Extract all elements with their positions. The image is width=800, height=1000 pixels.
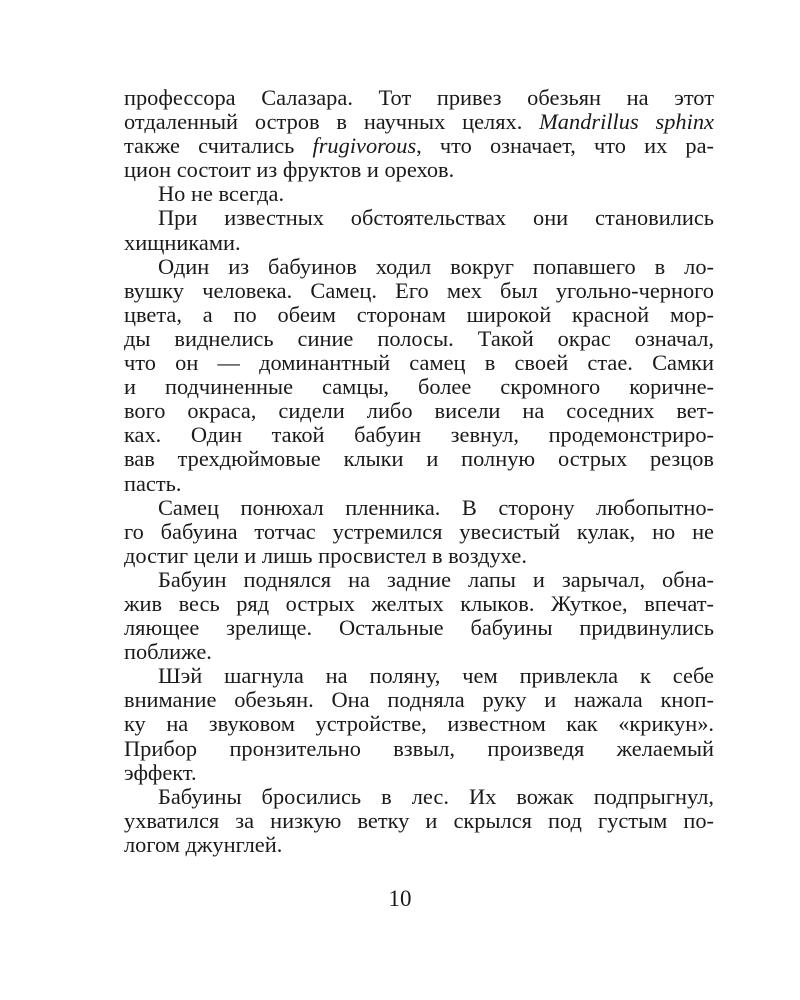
text-line bbox=[124, 472, 714, 496]
text-line bbox=[124, 447, 714, 471]
text-line-main: поближе. bbox=[124, 639, 212, 665]
text-line-main: ухватился за низкую ветку и скрылся под густым по- bbox=[124, 807, 714, 833]
text-line bbox=[124, 809, 714, 833]
text-line-main: При известных обстоятельствах они становились bbox=[158, 205, 714, 231]
text-line bbox=[124, 423, 714, 447]
text-line bbox=[124, 375, 714, 399]
text-line-main: Шэй шагнула на поляну, чем привлекла к себе bbox=[158, 663, 714, 689]
text-line-main: Но не всегда. bbox=[158, 181, 285, 207]
text-line bbox=[124, 640, 714, 664]
text-line bbox=[124, 616, 714, 640]
text-line-main: ку на звуковом устройстве, известном как «крикун». bbox=[124, 711, 714, 737]
text-line-main: хищниками. bbox=[124, 229, 241, 255]
text-line-main: жив весь ряд острых желтых клыков. Жуткое, впечат- bbox=[124, 590, 714, 616]
text-line bbox=[124, 158, 714, 182]
text-line-main: профессора Салазара. Тот привез обезьян на этот bbox=[124, 85, 714, 110]
text-line-main: эффект. bbox=[124, 759, 197, 785]
text-line-tail: , что означает, что их ра- bbox=[416, 133, 714, 159]
page-number: 10 bbox=[388, 886, 412, 911]
text-line-main: отдаленный остров в научных целях. bbox=[124, 109, 540, 135]
text-line-main: цвета, а по обеим сторонам широкой красной мор- bbox=[124, 301, 714, 327]
text-line-main: ляющее зрелище. Остальные бабуины придвинулись bbox=[124, 615, 714, 641]
text-line-main: ды виднелись синие полосы. Такой окрас означал, bbox=[124, 325, 714, 351]
text-line bbox=[124, 712, 714, 736]
text-line bbox=[124, 688, 714, 712]
text-line bbox=[124, 351, 714, 375]
italic-term: Mandrillus sphinx bbox=[539, 109, 714, 135]
text-line-main: логом джунглей. bbox=[124, 831, 283, 857]
text-line bbox=[124, 737, 714, 761]
text-line-main: внимание обезьян. Она подняла руку и нажала кноп- bbox=[124, 687, 714, 713]
text-line-main: что он — доминантный самец в своей стае. Самки bbox=[124, 350, 714, 376]
text-line bbox=[124, 833, 714, 857]
text-line bbox=[124, 761, 714, 785]
text-line-main: вого окраса, сидели либо висели на соседних вет- bbox=[124, 398, 714, 424]
text-line bbox=[124, 110, 714, 134]
italic-term: frugivorous bbox=[312, 133, 417, 159]
text-line bbox=[124, 592, 714, 616]
text-line-main: вав трехдюймовые клыки и полную острых резцов bbox=[124, 446, 714, 472]
text-line bbox=[124, 86, 714, 110]
text-line bbox=[124, 520, 714, 544]
text-line bbox=[124, 206, 714, 230]
text-line bbox=[124, 496, 714, 520]
text-line-main: Бабуины бросились в лес. Их вожак подпрыгнул, bbox=[158, 783, 714, 809]
text-line bbox=[124, 785, 714, 809]
text-line bbox=[124, 255, 714, 279]
text-line bbox=[124, 231, 714, 255]
text-line-main: вушку человека. Самец. Его мех был угольно-черного bbox=[124, 277, 714, 303]
text-line-main: Один из бабуинов ходил вокруг попавшего в ло- bbox=[158, 253, 714, 279]
text-line-main: также считались bbox=[124, 133, 313, 159]
text-line bbox=[124, 182, 714, 206]
text-line-main: цион состоит из фруктов и орехов. bbox=[124, 157, 455, 183]
text-line bbox=[124, 568, 714, 592]
text-line bbox=[124, 327, 714, 351]
text-line-main: Самец понюхал пленника. В сторону любопытно- bbox=[158, 494, 714, 520]
text-line bbox=[124, 399, 714, 423]
text-line bbox=[124, 303, 714, 327]
text-line bbox=[124, 664, 714, 688]
text-line-main: достиг цели и лишь просвистел в воздухе. bbox=[124, 542, 527, 568]
text-line-main: пасть. bbox=[124, 470, 182, 496]
text-line-main: ках. Один такой бабуин зевнул, продемонстриро- bbox=[124, 422, 714, 448]
book-page-text bbox=[124, 86, 714, 857]
text-line-main: Бабуин поднялся на задние лапы и зарычал, обна- bbox=[158, 566, 714, 592]
text-line-main: и подчиненные самцы, более скромного коричне- bbox=[124, 374, 714, 400]
text-line-main: Прибор пронзительно взвыл, произведя желаемый bbox=[124, 735, 714, 761]
text-line-main: го бабуина тотчас устремился увесистый кулак, но не bbox=[124, 518, 714, 544]
text-line bbox=[124, 279, 714, 303]
text-line bbox=[124, 134, 714, 158]
text-line bbox=[124, 544, 714, 568]
